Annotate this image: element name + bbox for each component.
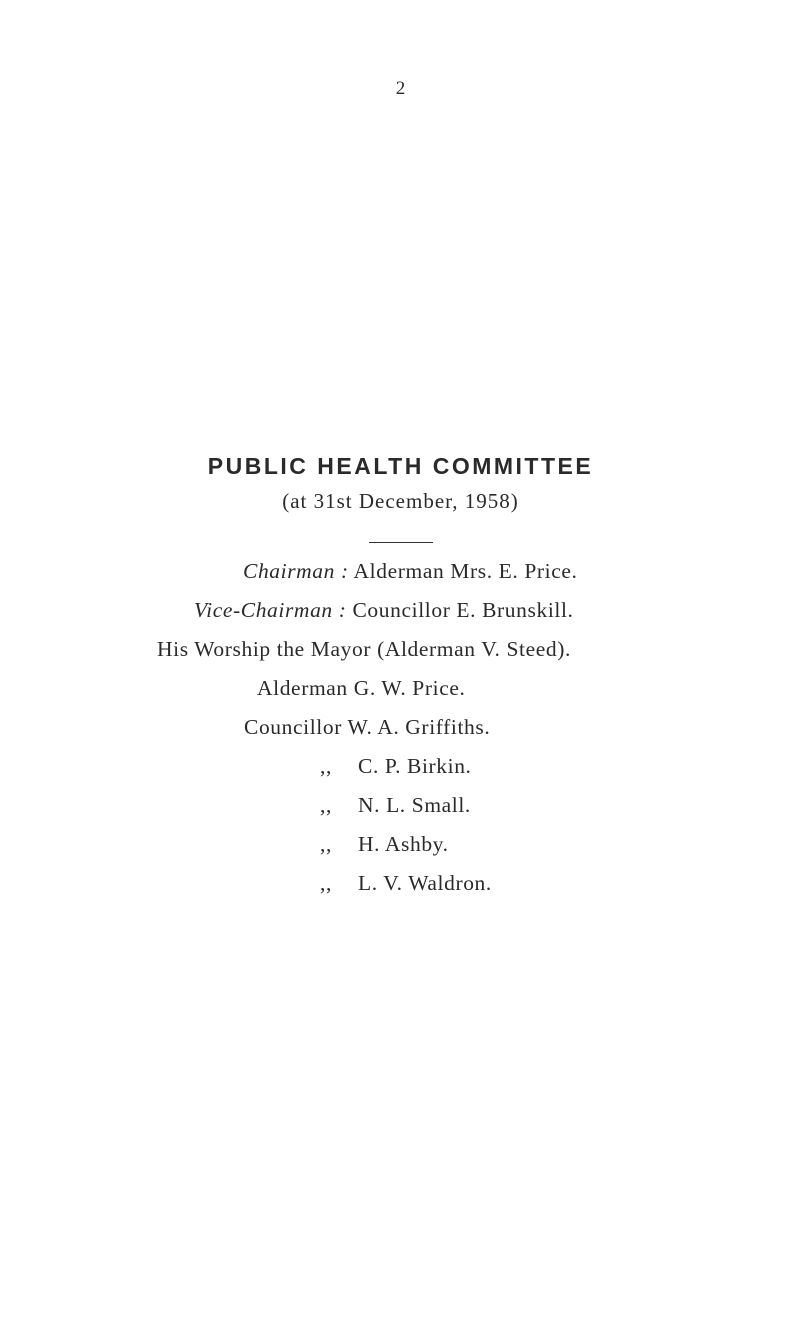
chairman-name: Alderman Mrs. E. Price. <box>353 559 578 583</box>
member-councillor: Councillor W. A. Griffiths. <box>244 715 491 739</box>
chairman-line <box>243 558 578 584</box>
councillor-row <box>320 870 492 896</box>
ditto-mark: ,, <box>320 793 332 817</box>
member-mayor: His Worship the Mayor (Alderman V. Steed). <box>157 637 572 661</box>
councillor-name: C. P. Birkin. <box>358 754 472 778</box>
ditto-mark: ,, <box>320 754 332 778</box>
committee-title: PUBLIC HEALTH COMMITTEE <box>207 453 594 479</box>
page-number: 2 <box>395 78 406 99</box>
ditto-mark: ,, <box>320 871 332 895</box>
councillor-row <box>320 792 471 818</box>
vice-chairman-line <box>194 597 574 623</box>
councillor-name: H. Ashby. <box>358 832 449 856</box>
divider-rule <box>369 542 433 543</box>
councillor-row <box>320 831 449 857</box>
councillor-name: L. V. Waldron. <box>358 871 492 895</box>
councillor-row <box>320 753 472 779</box>
vice-chairman-name: Councillor E. Brunskill. <box>352 598 574 622</box>
member-alderman: Alderman G. W. Price. <box>257 676 466 700</box>
vice-chairman-role: Vice-Chairman : <box>194 598 347 622</box>
chairman-role: Chairman : <box>243 559 349 583</box>
ditto-mark: ,, <box>320 832 332 856</box>
committee-date: (at 31st December, 1958) <box>282 489 519 513</box>
councillor-name: N. L. Small. <box>358 793 471 817</box>
